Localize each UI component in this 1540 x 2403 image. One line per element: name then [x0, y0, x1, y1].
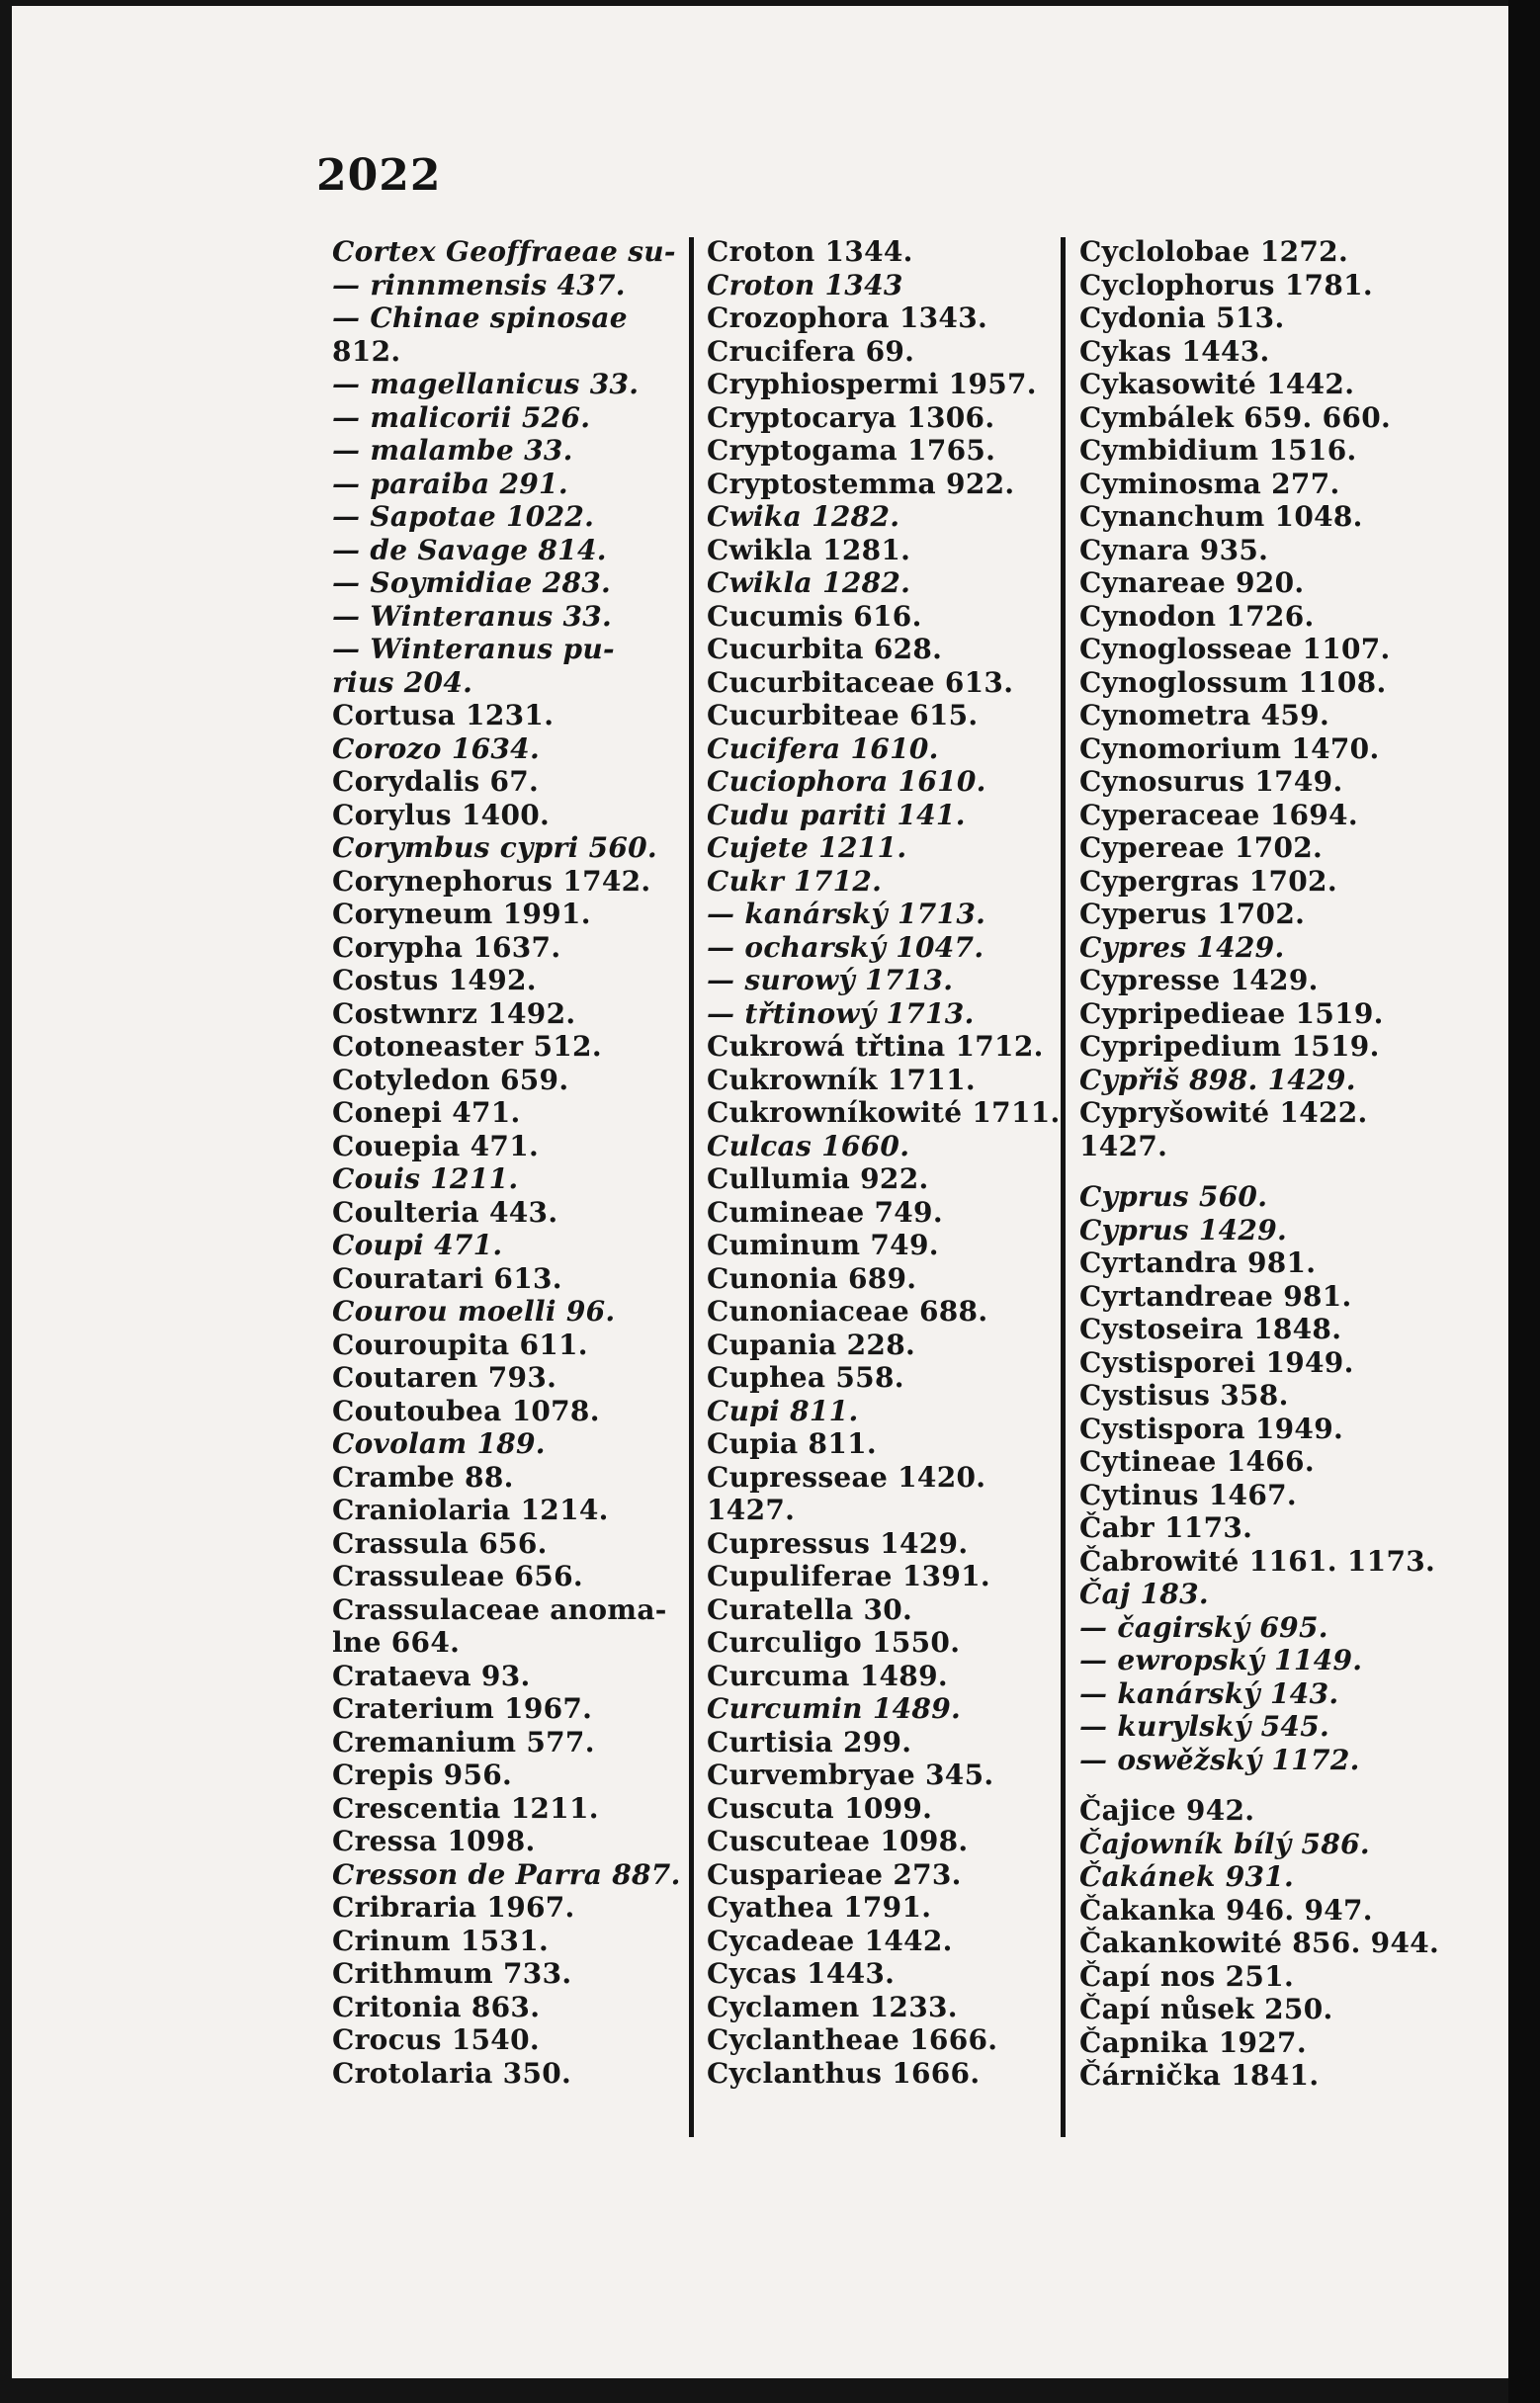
index-entry: Čakánek 931. — [1079, 1860, 1295, 1893]
index-entry: — Winteranus 33. — [332, 599, 613, 633]
index-entry: Cukr 1712. — [707, 864, 883, 898]
index-entry: Couepia 471. — [332, 1129, 540, 1162]
index-entry: Cynodon 1726. — [1079, 599, 1315, 633]
index-entry: Cortex Geoffraeae su- — [332, 235, 676, 268]
index-entry: Cupresseae 1420. — [707, 1460, 986, 1494]
index-entry: Cucumis 616. — [707, 599, 922, 633]
index-entry: Čárnička 1841. — [1079, 2059, 1320, 2092]
index-entry: Cystoseira 1848. — [1079, 1313, 1342, 1345]
index-entry: 1427. — [707, 1494, 796, 1526]
index-entry: Coupi 471. — [332, 1229, 503, 1261]
index-entry: Crinum 1531. — [332, 1924, 550, 1957]
index-entry: Courou moelli 96. — [332, 1295, 616, 1328]
index-entry: — Chinae spinosae — [332, 301, 628, 334]
index-entry: Curcumin 1489. — [707, 1692, 962, 1725]
index-entry: Cortusa 1231. — [332, 699, 555, 731]
column-rule-1 — [689, 237, 694, 2137]
index-entry: Curcuma 1489. — [707, 1659, 948, 1692]
index-entry: Cryptostemma 922. — [707, 467, 1015, 500]
index-entry: Čajowník bílý 586. — [1079, 1827, 1370, 1860]
index-entry: Cressa 1098. — [332, 1825, 536, 1857]
index-entry: Cryphiospermi 1957. — [707, 368, 1037, 400]
index-entry: — čagirský 695. — [1079, 1610, 1328, 1644]
index-entry: Coulteria 443. — [332, 1195, 558, 1229]
index-entry: Curculigo 1550. — [707, 1626, 961, 1659]
index-entry: Cyminosma 277. — [1079, 467, 1340, 500]
index-entry: Craniolaria 1214. — [332, 1494, 609, 1526]
index-entry: — paraiba 291. — [332, 467, 568, 500]
index-entry: Corylus 1400. — [332, 798, 551, 831]
index-entry: Cykasowité 1442. — [1079, 368, 1355, 400]
index-entry: Crassula 656. — [332, 1526, 548, 1560]
index-entry: Coutoubea 1078. — [332, 1394, 600, 1427]
index-entry: Corydalis 67. — [332, 765, 540, 798]
index-entry: Curtisia 299. — [707, 1725, 912, 1759]
index-entry: — magellanicus 33. — [332, 368, 640, 400]
index-entry: Coutaren 793. — [332, 1361, 557, 1394]
index-entry: Cupuliferae 1391. — [707, 1560, 990, 1592]
index-entry: Couratari 613. — [332, 1261, 562, 1295]
index-entry: Crassulaceae anoma- — [332, 1592, 667, 1626]
index-entry: Cukrowníkowité 1711. — [707, 1096, 1061, 1129]
index-entry: Cynara 935. — [1079, 533, 1269, 566]
index-entry: Čakanka 946. 947. — [1079, 1893, 1373, 1927]
index-entry: Cucurbita 628. — [707, 633, 943, 665]
index-entry: Craterium 1967. — [332, 1692, 593, 1725]
index-entry: Cycadeae 1442. — [707, 1924, 953, 1957]
index-entry: Cycas 1443. — [707, 1957, 896, 1990]
index-entry: Cukrowá třtina 1712. — [707, 1030, 1044, 1063]
index-entry: Cyrtandra 981. — [1079, 1246, 1317, 1279]
index-entry: Cypripedieae 1519. — [1079, 996, 1384, 1030]
index-entry: — rinnmensis 437. — [332, 268, 626, 301]
index-entry: Cuminum 749. — [707, 1229, 939, 1261]
index-entry: Culcas 1660. — [707, 1129, 910, 1162]
index-entry: Crambe 88. — [332, 1460, 514, 1494]
index-entry: Cribraria 1967. — [332, 1891, 575, 1924]
index-entry: Crocus 1540. — [332, 2023, 540, 2056]
index-entry: Corymbus cypri 560. — [332, 831, 657, 864]
index-entry: Čabr 1173. — [1079, 1511, 1253, 1544]
index-entry: Cynometra 459. — [1079, 699, 1330, 731]
index-entry: — surowý 1713. — [707, 964, 954, 996]
index-entry: — ewropský 1149. — [1079, 1644, 1363, 1676]
index-entry: Crepis 956. — [332, 1759, 513, 1791]
index-entry: Čapí nos 251. — [1079, 1959, 1295, 1993]
index-entry: Cumineae 749. — [707, 1195, 943, 1229]
index-entry: Cyclophorus 1781. — [1079, 268, 1373, 301]
index-entry: Čabrowité 1161. 1173. — [1079, 1544, 1436, 1578]
index-entry: Cymbidium 1516. — [1079, 434, 1357, 467]
index-entry: Cynareae 920. — [1079, 566, 1305, 599]
entry-spacer — [1079, 1776, 1420, 1794]
index-entry: Crucifera 69. — [707, 334, 915, 368]
index-column-2 — [707, 235, 1061, 2090]
index-entry: Cupania 228. — [707, 1328, 916, 1361]
index-entry: Cypereae 1702. — [1079, 831, 1324, 864]
index-entry: Corypha 1637. — [332, 930, 561, 964]
index-entry: Cyperus 1702. — [1079, 898, 1306, 930]
index-entry: Cystisporei 1949. — [1079, 1345, 1354, 1379]
index-entry: — třtinowý 1713. — [707, 996, 975, 1030]
index-entry: Crescentia 1211. — [332, 1791, 599, 1825]
index-entry: Cymbálek 659. 660. — [1079, 400, 1392, 434]
index-entry: — Sapotae 1022. — [332, 500, 595, 533]
index-entry: Cotoneaster 512. — [332, 1030, 602, 1063]
index-entry: Cyprus 1429. — [1079, 1213, 1288, 1246]
index-entry: Conepi 471. — [332, 1096, 521, 1129]
index-entry: — malambe 33. — [332, 434, 573, 467]
index-entry: Cupressus 1429. — [707, 1526, 969, 1560]
index-entry: Cucurbiteae 615. — [707, 699, 979, 731]
index-entry: Cyclolobae 1272. — [1079, 235, 1348, 268]
index-entry: Cremanium 577. — [332, 1725, 595, 1759]
index-entry: Cyclamen 1233. — [707, 1990, 958, 2023]
index-entry: Cwika 1282. — [707, 500, 900, 533]
index-entry: Covolam 189. — [332, 1427, 546, 1460]
scan-edge — [1508, 0, 1540, 2403]
index-entry: Cynomorium 1470. — [1079, 731, 1380, 765]
index-entry: Crozophora 1343. — [707, 301, 988, 334]
page-number: 2022 — [316, 150, 442, 201]
index-entry: Cynosurus 1749. — [1079, 765, 1343, 798]
index-entry: Couis 1211. — [332, 1162, 519, 1195]
index-entry: Cudu pariti 141. — [707, 798, 966, 831]
index-column-1 — [332, 235, 681, 2090]
index-entry: Cullumia 922. — [707, 1162, 929, 1195]
index-entry: Couroupita 611. — [332, 1328, 588, 1361]
index-entry: 812. — [332, 334, 401, 368]
index-entry: — malicorii 526. — [332, 400, 591, 434]
index-entry: Crotolaria 350. — [332, 2056, 572, 2090]
index-entry: Cypresse 1429. — [1079, 964, 1319, 996]
index-entry: Corynephorus 1742. — [332, 864, 651, 898]
index-entry: Cuciophora 1610. — [707, 765, 986, 798]
index-entry: Cupia 811. — [707, 1427, 877, 1460]
index-entry: Cresson de Parra 887. — [332, 1857, 681, 1891]
index-entry: Crataeva 93. — [332, 1659, 531, 1692]
index-entry: Cykas 1443. — [1079, 334, 1270, 368]
index-entry: — kanárský 143. — [1079, 1676, 1339, 1710]
index-entry: Cryptocarya 1306. — [707, 400, 995, 434]
index-entry: Cusparieae 273. — [707, 1857, 962, 1891]
index-entry: — ocharský 1047. — [707, 930, 984, 964]
index-entry: Čapí nůsek 250. — [1079, 1993, 1333, 2025]
index-entry: Cunoniaceae 688. — [707, 1295, 988, 1328]
index-entry: Cupi 811. — [707, 1394, 859, 1427]
index-entry: Čaj 183. — [1079, 1578, 1209, 1610]
index-entry: Cystisus 358. — [1079, 1379, 1289, 1412]
index-entry: 1427. — [1079, 1129, 1168, 1162]
index-entry: Crassuleae 656. — [332, 1560, 583, 1592]
index-entry: Cypres 1429. — [1079, 930, 1285, 964]
index-entry: Cystispora 1949. — [1079, 1412, 1344, 1445]
index-entry: Croton 1344. — [707, 235, 913, 268]
index-entry: Čapnika 1927. — [1079, 2025, 1307, 2059]
index-entry: Cwikla 1281. — [707, 533, 911, 566]
index-entry: — kurylský 545. — [1079, 1710, 1330, 1743]
index-entry: Cwikla 1282. — [707, 566, 911, 599]
index-entry: Čajice 942. — [1079, 1794, 1255, 1827]
index-entry: Cypripedium 1519. — [1079, 1030, 1380, 1063]
index-entry: Cytinus 1467. — [1079, 1478, 1297, 1511]
index-entry: Crithmum 733. — [332, 1957, 572, 1990]
index-entry: Cryptogama 1765. — [707, 434, 996, 467]
index-entry: Cujete 1211. — [707, 831, 907, 864]
index-entry: Costwnrz 1492. — [332, 996, 576, 1030]
index-entry: — Soymidiae 283. — [332, 566, 612, 599]
index-entry: Cyclanthus 1666. — [707, 2056, 981, 2090]
index-entry: Cyperaceae 1694. — [1079, 798, 1358, 831]
index-entry: Cytineae 1466. — [1079, 1445, 1315, 1478]
index-entry: Cukrowník 1711. — [707, 1063, 976, 1096]
index-entry: — Winteranus pu- — [332, 633, 615, 665]
index-entry: Croton 1343 — [707, 268, 903, 301]
index-entry: Coryneum 1991. — [332, 898, 591, 930]
index-entry: Cyrtandreae 981. — [1079, 1279, 1352, 1313]
index-entry: Corozo 1634. — [332, 731, 540, 765]
index-entry: Cotyledon 659. — [332, 1063, 569, 1096]
index-entry: lne 664. — [332, 1626, 461, 1659]
index-entry: Curatella 30. — [707, 1592, 913, 1626]
index-entry: Costus 1492. — [332, 964, 537, 996]
index-entry: Cunonia 689. — [707, 1261, 917, 1295]
index-entry: Cynanchum 1048. — [1079, 500, 1363, 533]
index-entry: Curvembryae 345. — [707, 1759, 994, 1791]
column-rule-2 — [1061, 237, 1066, 2137]
index-entry: Critonia 863. — [332, 1990, 541, 2023]
index-entry: rius 204. — [332, 665, 473, 699]
index-entry: Cuphea 558. — [707, 1361, 904, 1394]
index-entry: Cydonia 513. — [1079, 301, 1285, 334]
index-column-3 — [1079, 235, 1440, 2093]
index-entry: Cyathea 1791. — [707, 1891, 932, 1924]
index-entry: — de Savage 814. — [332, 533, 607, 566]
index-entry: Cynoglossum 1108. — [1079, 665, 1387, 699]
index-entry: Cucifera 1610. — [707, 731, 939, 765]
index-entry: Cypřiš 898. 1429. — [1079, 1063, 1356, 1096]
index-entry: Cypergras 1702. — [1079, 864, 1337, 898]
index-entry: Cucurbitaceae 613. — [707, 665, 1014, 699]
entry-spacer — [1079, 1162, 1420, 1180]
index-entry: Čakankowité 856. 944. — [1079, 1927, 1440, 1959]
index-entry: Cuscuta 1099. — [707, 1791, 933, 1825]
index-entry: Cuscuteae 1098. — [707, 1825, 969, 1857]
index-entry: — oswěžský 1172. — [1079, 1743, 1360, 1776]
index-entry: Cypryšowité 1422. — [1079, 1096, 1368, 1129]
index-entry: Cynoglosseae 1107. — [1079, 633, 1391, 665]
index-entry: Cyprus 560. — [1079, 1180, 1268, 1213]
index-entry: Cyclantheae 1666. — [707, 2023, 998, 2056]
index-entry: — kanárský 1713. — [707, 898, 986, 930]
